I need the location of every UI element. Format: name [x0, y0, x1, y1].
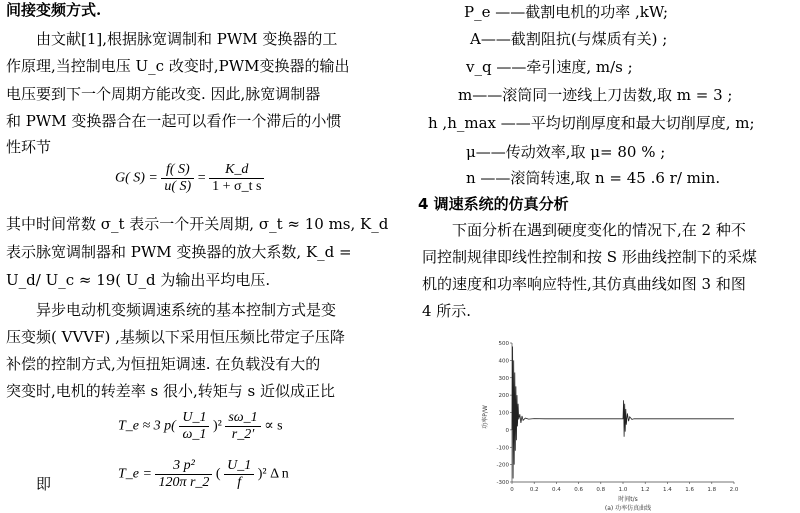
x-tick-label: 0.2	[529, 487, 539, 493]
x-tick-label: 0	[510, 487, 514, 493]
symbol-def: h ,h_max ——平均切削厚度和最大切削厚度, m;	[428, 114, 755, 132]
equation-torque-approx: T_e ≈ 3 p( $\frac{U\_1}{\omega\_1}$ )² $\frac{s\omega\_1}{r\_2'}$ ∝ s	[118, 410, 283, 442]
y-tick-label: 100	[498, 410, 509, 417]
para-line: 电压要到下一个周期方能改变. 因此,脉宽调制器	[6, 85, 321, 103]
x-tick-label: 1.6	[685, 487, 694, 493]
para-line: 表示脉宽调制器和 PWM 变换器的放大系数, K_d =	[6, 243, 352, 261]
para-line: 压变频( VVVF) ,基频以下采用恒压频比带定子压降	[6, 328, 345, 346]
para-line: 下面分析在遇到硬度变化的情况下,在 2 种不	[452, 221, 746, 239]
y-tick-label: 0	[505, 427, 509, 434]
x-tick-label: 0.8	[596, 487, 606, 493]
para-line: 同控制规律即线性控制和按 S 形曲线控制下的采煤	[422, 248, 757, 266]
word-ji: 即	[36, 475, 52, 493]
y-axis-label: 功率P/W	[482, 405, 489, 429]
x-tick-label: 0.4	[552, 487, 561, 493]
symbol-def: m——滚筒同一迹线上刀齿数,取 m = 3 ;	[458, 86, 733, 104]
section-heading: 4 调速系统的仿真分析	[418, 195, 569, 213]
para-line: 作原理,当控制电压 U_c 改变时,PWM变换器的输出	[6, 57, 350, 75]
x-tick-label: 1.2	[640, 487, 650, 493]
para-line: 4 所示.	[422, 302, 472, 320]
equation-torque: T_e = $\frac{\text{3 p²}}{\text{120π r\_2}}$ ( $\frac{U\_1}{f}$ )² Δ n	[118, 458, 289, 490]
power-series-line	[512, 347, 734, 479]
para-line: 性环节	[6, 138, 52, 156]
x-tick-label: 1.0	[618, 487, 628, 493]
chart-caption: (a) 功率仿真曲线	[604, 505, 652, 512]
para-line: 突变时,电机的转差率 s 很小,转矩与 s 近似成正比	[6, 382, 336, 400]
x-axis-label: 时间t/s	[618, 496, 638, 503]
power-simulation-chart	[478, 337, 750, 513]
para-line: 间接变频方式.	[6, 1, 102, 19]
para-line: U_d/ U_c ≈ 19( U_d 为输出平均电压.	[6, 271, 271, 289]
x-tick-label: 0.6	[574, 487, 583, 493]
symbol-def: μ——传动效率,取 μ= 80 % ;	[466, 143, 666, 161]
y-tick-label: -100	[496, 445, 509, 452]
para-line: 其中时间常数 σ_t 表示一个开关周期, σ_t ≈ 10 ms, K_d	[6, 215, 389, 233]
symbol-def: P_e ——截割电机的功率 ,kW;	[464, 3, 669, 21]
y-tick-label: 400	[498, 358, 509, 365]
x-tick-label: 2.0	[729, 487, 739, 493]
para-line: 和 PWM 变换器合在一起可以看作一个滞后的小惯	[6, 112, 342, 130]
y-tick-label: -300	[496, 480, 509, 486]
para-line: 补偿的控制方式,为恒扭矩调速. 在负载没有大的	[6, 355, 321, 373]
para-line: 机的速度和功率响应特性,其仿真曲线如图 3 和图	[422, 275, 746, 293]
x-tick-label: 1.4	[663, 487, 672, 493]
x-tick-labels	[510, 482, 739, 493]
para-line: 由文献[1],根据脉宽调制和 PWM 变换器的工	[36, 30, 338, 48]
symbol-def: v_q ——牵引速度, m/s ;	[466, 58, 633, 76]
y-tick-labels	[497, 341, 512, 486]
equation-transfer-function: G( S) = $\frac{f( S)}{u( S)}$ = $\frac{K\_d}{\text{1 + σ\_t s}}$	[115, 162, 264, 195]
y-tick-label: -200	[496, 462, 509, 469]
y-tick-label: 200	[498, 393, 509, 400]
y-tick-label: 300	[498, 375, 509, 382]
x-tick-label: 1.8	[707, 487, 717, 493]
symbol-def: A——截割阻抗(与煤质有关) ;	[470, 30, 668, 48]
y-tick-label: 500	[498, 341, 509, 347]
para-line: 异步电动机变频调速系统的基本控制方式是变	[36, 301, 337, 319]
symbol-def: n ——滚筒转速,取 n = 45 .6 r/ min.	[466, 169, 721, 187]
